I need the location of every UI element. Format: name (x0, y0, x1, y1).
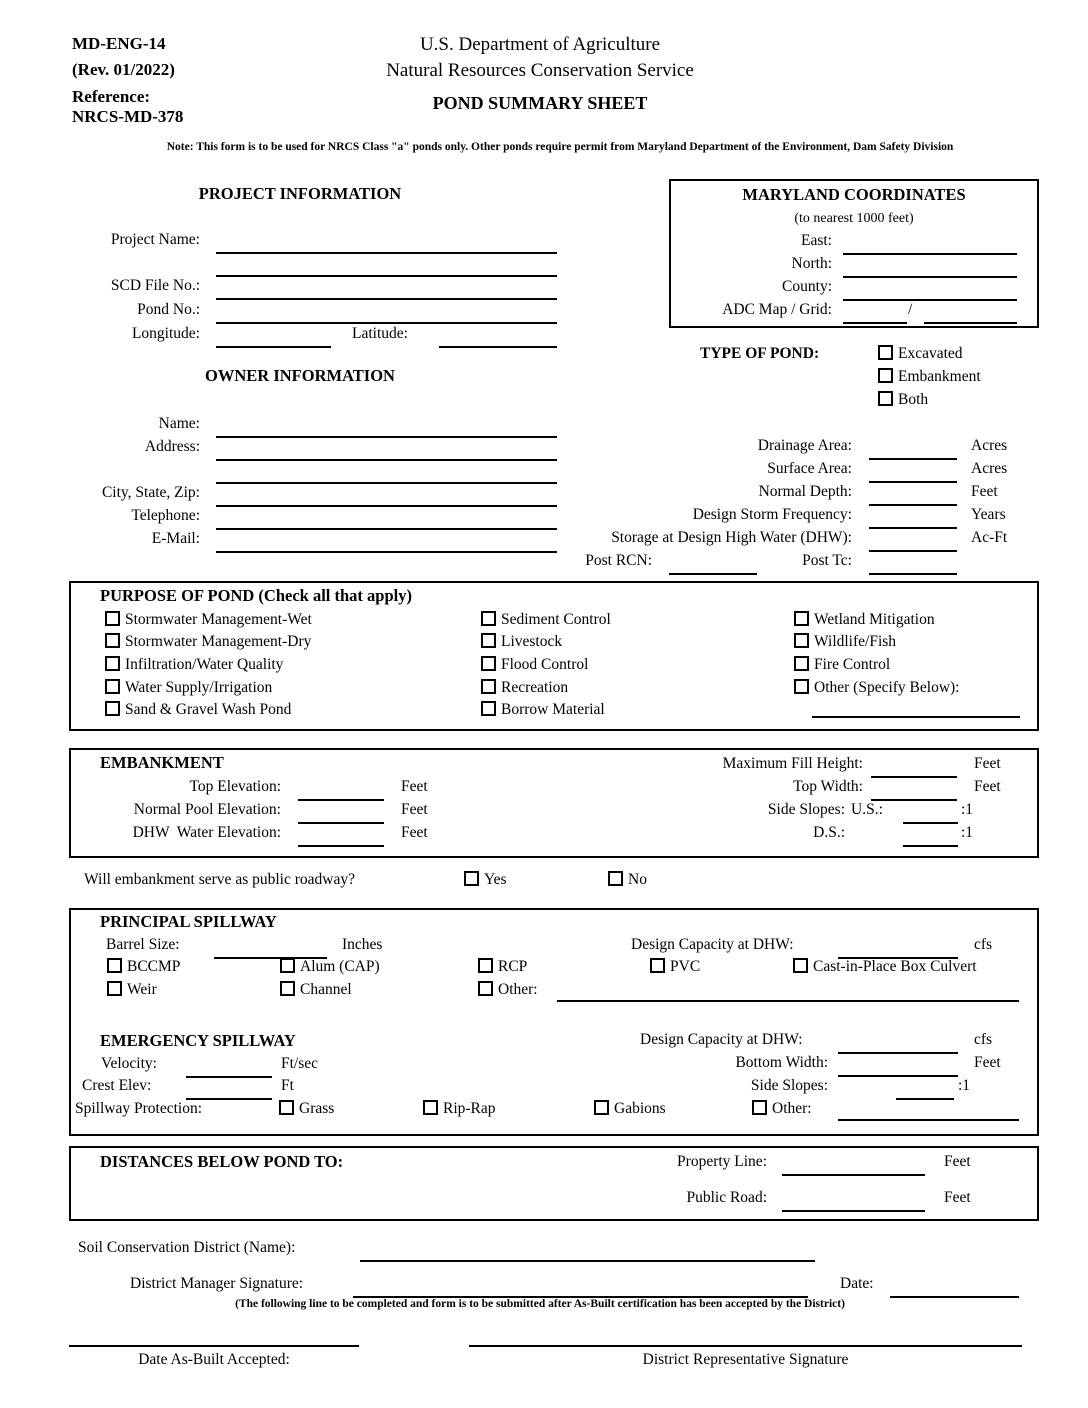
public-road-unit: Feet (944, 1189, 971, 1206)
normal-depth-unit: Feet (971, 483, 998, 500)
normal-pool-elevation-unit: Feet (401, 801, 428, 818)
post-rcn-label: Post RCN: (585, 552, 652, 569)
purpose-option-stormwater-dry[interactable] (105, 633, 311, 651)
county-input[interactable] (843, 299, 1017, 301)
option-label: Grass (299, 1100, 335, 1117)
es-side-slopes-suffix: :1 (958, 1077, 971, 1094)
storage-at-dhw-label: Storage at Design High Water (DHW): (611, 529, 852, 546)
option-label: Fire Control (814, 656, 891, 673)
district-manager-signature-label: District Manager Signature: (130, 1275, 304, 1292)
checkbox-icon[interactable] (280, 958, 295, 973)
public-road-label: Public Road: (686, 1189, 767, 1206)
checkbox-icon[interactable] (793, 958, 808, 973)
property-line-label: Property Line: (677, 1153, 767, 1170)
maryland-coordinates-heading: MARYLAND COORDINATES (742, 185, 966, 204)
top-width-label: Top Width: (793, 778, 863, 795)
checkbox-icon[interactable] (107, 981, 122, 996)
post-rcn-input[interactable] (669, 573, 757, 575)
option-label: Stormwater Management-Wet (125, 611, 312, 628)
public-roadway-option-no[interactable] (608, 871, 647, 889)
design-storm-frequency-label: Design Storm Frequency: (692, 506, 852, 523)
ps-design-capacity-label: Design Capacity at DHW: (631, 936, 794, 953)
checkbox-icon[interactable] (481, 701, 496, 716)
east-input[interactable] (843, 253, 1017, 255)
drainage-area-label: Drainage Area: (757, 437, 852, 454)
option-label: No (628, 871, 647, 888)
type-of-pond-option-both[interactable] (878, 391, 928, 409)
option-label: Channel (300, 981, 352, 998)
top-elevation-label: Top Elevation: (189, 778, 281, 795)
option-label: Recreation (501, 679, 569, 696)
project-information-heading: PROJECT INFORMATION (198, 184, 402, 203)
maximum-fill-height-label: Maximum Fill Height: (722, 755, 863, 772)
checkbox-icon[interactable] (608, 871, 623, 886)
velocity-unit: Ft/sec (281, 1055, 319, 1072)
protection-option-rip-rap[interactable] (423, 1100, 496, 1118)
checkbox-icon[interactable] (650, 958, 665, 973)
bottom-width-unit: Feet (974, 1054, 1001, 1071)
purpose-option-sand-gravel[interactable] (105, 701, 291, 719)
checkbox-icon[interactable] (878, 345, 893, 360)
owner-information-heading: OWNER INFORMATION (205, 366, 395, 385)
date-asbuilt-input[interactable] (69, 1345, 359, 1347)
design-storm-frequency-unit: Years (971, 506, 1006, 523)
dhw-water-elevation-input[interactable] (298, 845, 384, 847)
checkbox-icon[interactable] (481, 656, 496, 671)
crest-elev-unit: Ft (281, 1077, 294, 1094)
ps-option-cast-in-place-box-culvert[interactable] (793, 958, 977, 976)
owner-telephone-input[interactable] (216, 528, 557, 530)
option-label: Rip-Rap (443, 1100, 496, 1117)
owner-address-input-line2[interactable] (216, 482, 557, 484)
checkbox-icon[interactable] (105, 633, 120, 648)
purpose-other-input[interactable] (812, 716, 1020, 718)
checkbox-icon[interactable] (478, 958, 493, 973)
barrel-size-label: Barrel Size: (106, 936, 180, 953)
protection-option-other[interactable] (752, 1100, 812, 1118)
option-label: Weir (127, 981, 157, 998)
owner-address-input[interactable] (216, 459, 557, 461)
surface-area-input[interactable] (869, 481, 957, 483)
option-label: Other: (498, 981, 538, 998)
option-label: Water Supply/Irrigation (125, 679, 273, 696)
top-width-input[interactable] (871, 799, 957, 801)
ps-option-weir[interactable] (107, 981, 157, 999)
property-line-unit: Feet (944, 1153, 971, 1170)
distances-heading: DISTANCES BELOW POND TO: (100, 1152, 344, 1171)
option-label: Gabions (614, 1100, 666, 1117)
east-label: East: (801, 232, 832, 249)
checkbox-icon[interactable] (878, 391, 893, 406)
owner-telephone-label: Telephone: (131, 507, 200, 524)
checkbox-icon[interactable] (481, 611, 496, 626)
district-representative-signature-input[interactable] (469, 1345, 1022, 1347)
side-slope-ds-label: D.S.: (813, 824, 845, 841)
checkbox-icon[interactable] (423, 1100, 438, 1115)
side-slope-ds-suffix: :1 (961, 824, 974, 841)
ps-option-bccmp[interactable] (107, 958, 180, 976)
normal-pool-elevation-input[interactable] (298, 822, 384, 824)
top-elevation-input[interactable] (298, 799, 384, 801)
reference-value: NRCS-MD-378 (72, 107, 184, 126)
scd-file-no-label: SCD File No.: (110, 277, 200, 294)
protection-option-gabions[interactable] (594, 1100, 666, 1118)
reference-label: Reference: (72, 87, 151, 106)
normal-depth-input[interactable] (869, 504, 957, 506)
purpose-option-livestock[interactable] (481, 633, 562, 651)
checkbox-icon[interactable] (464, 871, 479, 886)
adc-map-grid-label: ADC Map / Grid: (722, 301, 832, 318)
soil-conservation-district-input[interactable] (360, 1260, 815, 1262)
checkbox-icon[interactable] (794, 633, 809, 648)
project-name-input[interactable] (216, 252, 557, 254)
longitude-input[interactable] (216, 346, 331, 348)
purpose-option-recreation[interactable] (481, 679, 568, 697)
es-side-slopes-input[interactable] (896, 1098, 954, 1100)
type-of-pond-option-embankment[interactable] (878, 368, 981, 386)
checkbox-icon[interactable] (481, 633, 496, 648)
purpose-option-flood-control[interactable] (481, 656, 588, 674)
adc-grid-input[interactable] (924, 322, 1017, 324)
ps-option-pvc[interactable] (650, 958, 700, 976)
form-id: MD-ENG-14 (72, 34, 166, 53)
ps-option-channel[interactable] (280, 981, 352, 999)
side-slope-ds-input[interactable] (903, 845, 958, 847)
checkbox-icon[interactable] (105, 701, 120, 716)
option-label: Yes (484, 871, 507, 888)
option-label: Borrow Material (501, 701, 605, 718)
project-name-input-line2[interactable] (216, 275, 557, 277)
side-slope-us-suffix: :1 (961, 801, 974, 818)
option-label: Wetland Mitigation (814, 611, 935, 628)
checkbox-icon[interactable] (594, 1100, 609, 1115)
checkbox-icon[interactable] (107, 958, 122, 973)
project-name-label: Project Name: (110, 231, 200, 248)
checkbox-icon[interactable] (794, 656, 809, 671)
adc-separator: / (908, 301, 913, 318)
normal-pool-elevation-label: Normal Pool Elevation: (133, 801, 281, 818)
option-label: RCP (498, 958, 528, 975)
date-label: Date: (840, 1275, 874, 1292)
purpose-option-water-supply[interactable] (105, 679, 272, 697)
agency-line-1: U.S. Department of Agriculture (419, 34, 661, 55)
public-road-input[interactable] (782, 1210, 925, 1212)
public-roadway-option-yes[interactable] (464, 871, 507, 889)
es-side-slopes-label: Side Slopes: (750, 1077, 828, 1094)
barrel-size-unit: Inches (342, 936, 383, 953)
spillway-box (69, 908, 1039, 1136)
purpose-of-pond-heading: PURPOSE OF POND (Check all that apply) (100, 586, 412, 605)
purpose-option-wildlife-fish[interactable] (794, 633, 896, 651)
checkbox-icon[interactable] (794, 679, 809, 694)
type-of-pond-label: TYPE OF POND: (700, 345, 820, 362)
side-slope-us-input[interactable] (903, 822, 958, 824)
form-note: Note: This form is to be used for NRCS Class "a" ponds only. Other ponds require permit from Maryland Department of the Environment, Dam Safety Division (166, 141, 954, 153)
scd-file-no-input[interactable] (216, 298, 557, 300)
bottom-width-label: Bottom Width: (735, 1054, 828, 1071)
ps-option-other[interactable] (478, 981, 538, 999)
checkbox-icon[interactable] (752, 1100, 767, 1115)
type-of-pond-option-excavated[interactable] (878, 345, 963, 363)
post-tc-input[interactable] (869, 573, 957, 575)
option-label: PVC (670, 958, 701, 975)
pond-no-label: Pond No.: (137, 301, 200, 318)
storage-at-dhw-input[interactable] (869, 550, 957, 552)
ps-option-alum-cap[interactable] (280, 958, 380, 976)
crest-elev-label: Crest Elev: (82, 1077, 152, 1094)
purpose-option-borrow-material[interactable] (481, 701, 605, 719)
option-label: Sediment Control (501, 611, 611, 628)
ps-option-rcp[interactable] (478, 958, 527, 976)
asbuilt-note: (The following line to be completed and form is to be submitted after As-Built certification has been accepted by the District) (235, 1298, 845, 1310)
option-label: Alum (CAP) (300, 958, 380, 975)
side-slopes-label: Side Slopes: (767, 801, 845, 818)
owner-city-state-zip-label: City, State, Zip: (101, 484, 200, 501)
district-representative-signature-label: District Representative Signature (642, 1351, 849, 1368)
normal-depth-label: Normal Depth: (758, 483, 852, 500)
checkbox-icon[interactable] (878, 368, 893, 383)
checkbox-icon[interactable] (279, 1100, 294, 1115)
purpose-option-infiltration[interactable] (105, 656, 283, 674)
es-design-capacity-label: Design Capacity at DHW: (640, 1031, 803, 1048)
pond-no-input[interactable] (216, 322, 557, 324)
purpose-option-sediment-control[interactable] (481, 611, 611, 629)
owner-name-input[interactable] (216, 436, 557, 438)
maryland-coordinates-subheading: (to nearest 1000 feet) (794, 211, 914, 226)
checkbox-icon[interactable] (105, 656, 120, 671)
drainage-area-unit: Acres (971, 437, 1008, 454)
option-label: Both (898, 391, 929, 408)
maximum-fill-height-unit: Feet (974, 755, 1001, 772)
purpose-option-other[interactable] (794, 679, 960, 697)
protection-option-grass[interactable] (279, 1100, 334, 1118)
purpose-option-stormwater-wet[interactable] (105, 611, 312, 629)
purpose-option-wetland-mitigation[interactable] (794, 611, 935, 629)
top-width-unit: Feet (974, 778, 1001, 795)
surface-area-label: Surface Area: (767, 460, 852, 477)
principal-spillway-heading: PRINCIPAL SPILLWAY (100, 912, 277, 931)
owner-city-state-zip-input[interactable] (216, 505, 557, 507)
option-label: BCCMP (127, 958, 181, 975)
latitude-input[interactable] (439, 346, 557, 348)
checkbox-icon[interactable] (481, 679, 496, 694)
checkbox-icon[interactable] (105, 679, 120, 694)
option-label: Cast-in-Place Box Culvert (813, 958, 977, 975)
protection-other-input[interactable] (838, 1119, 1019, 1121)
option-label: Stormwater Management-Dry (125, 633, 312, 650)
option-label: Livestock (501, 633, 563, 650)
owner-name-label: Name: (158, 415, 200, 432)
option-label: Other: (772, 1100, 812, 1117)
purpose-option-fire-control[interactable] (794, 656, 890, 674)
surface-area-unit: Acres (971, 460, 1008, 477)
option-label: Excavated (898, 345, 963, 362)
checkbox-icon[interactable] (478, 981, 493, 996)
checkbox-icon[interactable] (280, 981, 295, 996)
north-input[interactable] (843, 276, 1017, 278)
option-label: Embankment (898, 368, 981, 385)
post-tc-label: Post Tc: (802, 552, 852, 569)
option-label: Flood Control (501, 656, 589, 673)
embankment-heading: EMBANKMENT (100, 753, 224, 772)
drainage-area-input[interactable] (869, 458, 957, 460)
dhw-water-elevation-unit: Feet (401, 824, 428, 841)
soil-conservation-district-label: Soil Conservation District (Name): (78, 1239, 296, 1256)
agency-line-2: Natural Resources Conservation Service (386, 60, 694, 81)
ps-design-capacity-unit: cfs (974, 936, 993, 953)
top-elevation-unit: Feet (401, 778, 428, 795)
option-label: Other (Specify Below): (814, 679, 960, 696)
checkbox-icon[interactable] (794, 611, 809, 626)
storage-at-dhw-unit: Ac-Ft (971, 529, 1008, 546)
north-label: North: (791, 255, 832, 272)
emergency-spillway-heading: EMERGENCY SPILLWAY (100, 1031, 296, 1050)
owner-address-label: Address: (144, 438, 200, 455)
page-title: POND SUMMARY SHEET (432, 93, 648, 113)
property-line-input[interactable] (782, 1174, 925, 1176)
velocity-input[interactable] (186, 1076, 272, 1078)
dhw-water-elevation-label: DHW Water Elevation: (132, 824, 281, 841)
date-asbuilt-label: Date As-Built Accepted: (138, 1351, 290, 1368)
bottom-width-input[interactable] (838, 1075, 958, 1077)
spillway-protection-label: Spillway Protection: (75, 1100, 203, 1117)
option-label: Infiltration/Water Quality (125, 656, 284, 673)
public-roadway-question: Will embankment serve as public roadway? (84, 871, 355, 888)
checkbox-icon[interactable] (105, 611, 120, 626)
owner-email-label: E-Mail: (151, 530, 200, 547)
velocity-label: Velocity: (101, 1055, 157, 1072)
side-slope-us-label: U.S.: (851, 801, 883, 818)
latitude-label: Latitude: (352, 325, 408, 342)
option-label: Wildlife/Fish (814, 633, 897, 650)
ps-other-input[interactable] (557, 1000, 1019, 1002)
longitude-label: Longitude: (131, 325, 200, 342)
es-design-capacity-unit: cfs (974, 1031, 993, 1048)
design-storm-frequency-input[interactable] (869, 527, 957, 529)
county-label: County: (782, 278, 832, 295)
maximum-fill-height-input[interactable] (871, 776, 957, 778)
es-design-capacity-input[interactable] (838, 1052, 958, 1054)
adc-map-input[interactable] (843, 322, 907, 324)
option-label: Sand & Gravel Wash Pond (125, 701, 292, 718)
form-revision: (Rev. 01/2022) (72, 60, 175, 79)
